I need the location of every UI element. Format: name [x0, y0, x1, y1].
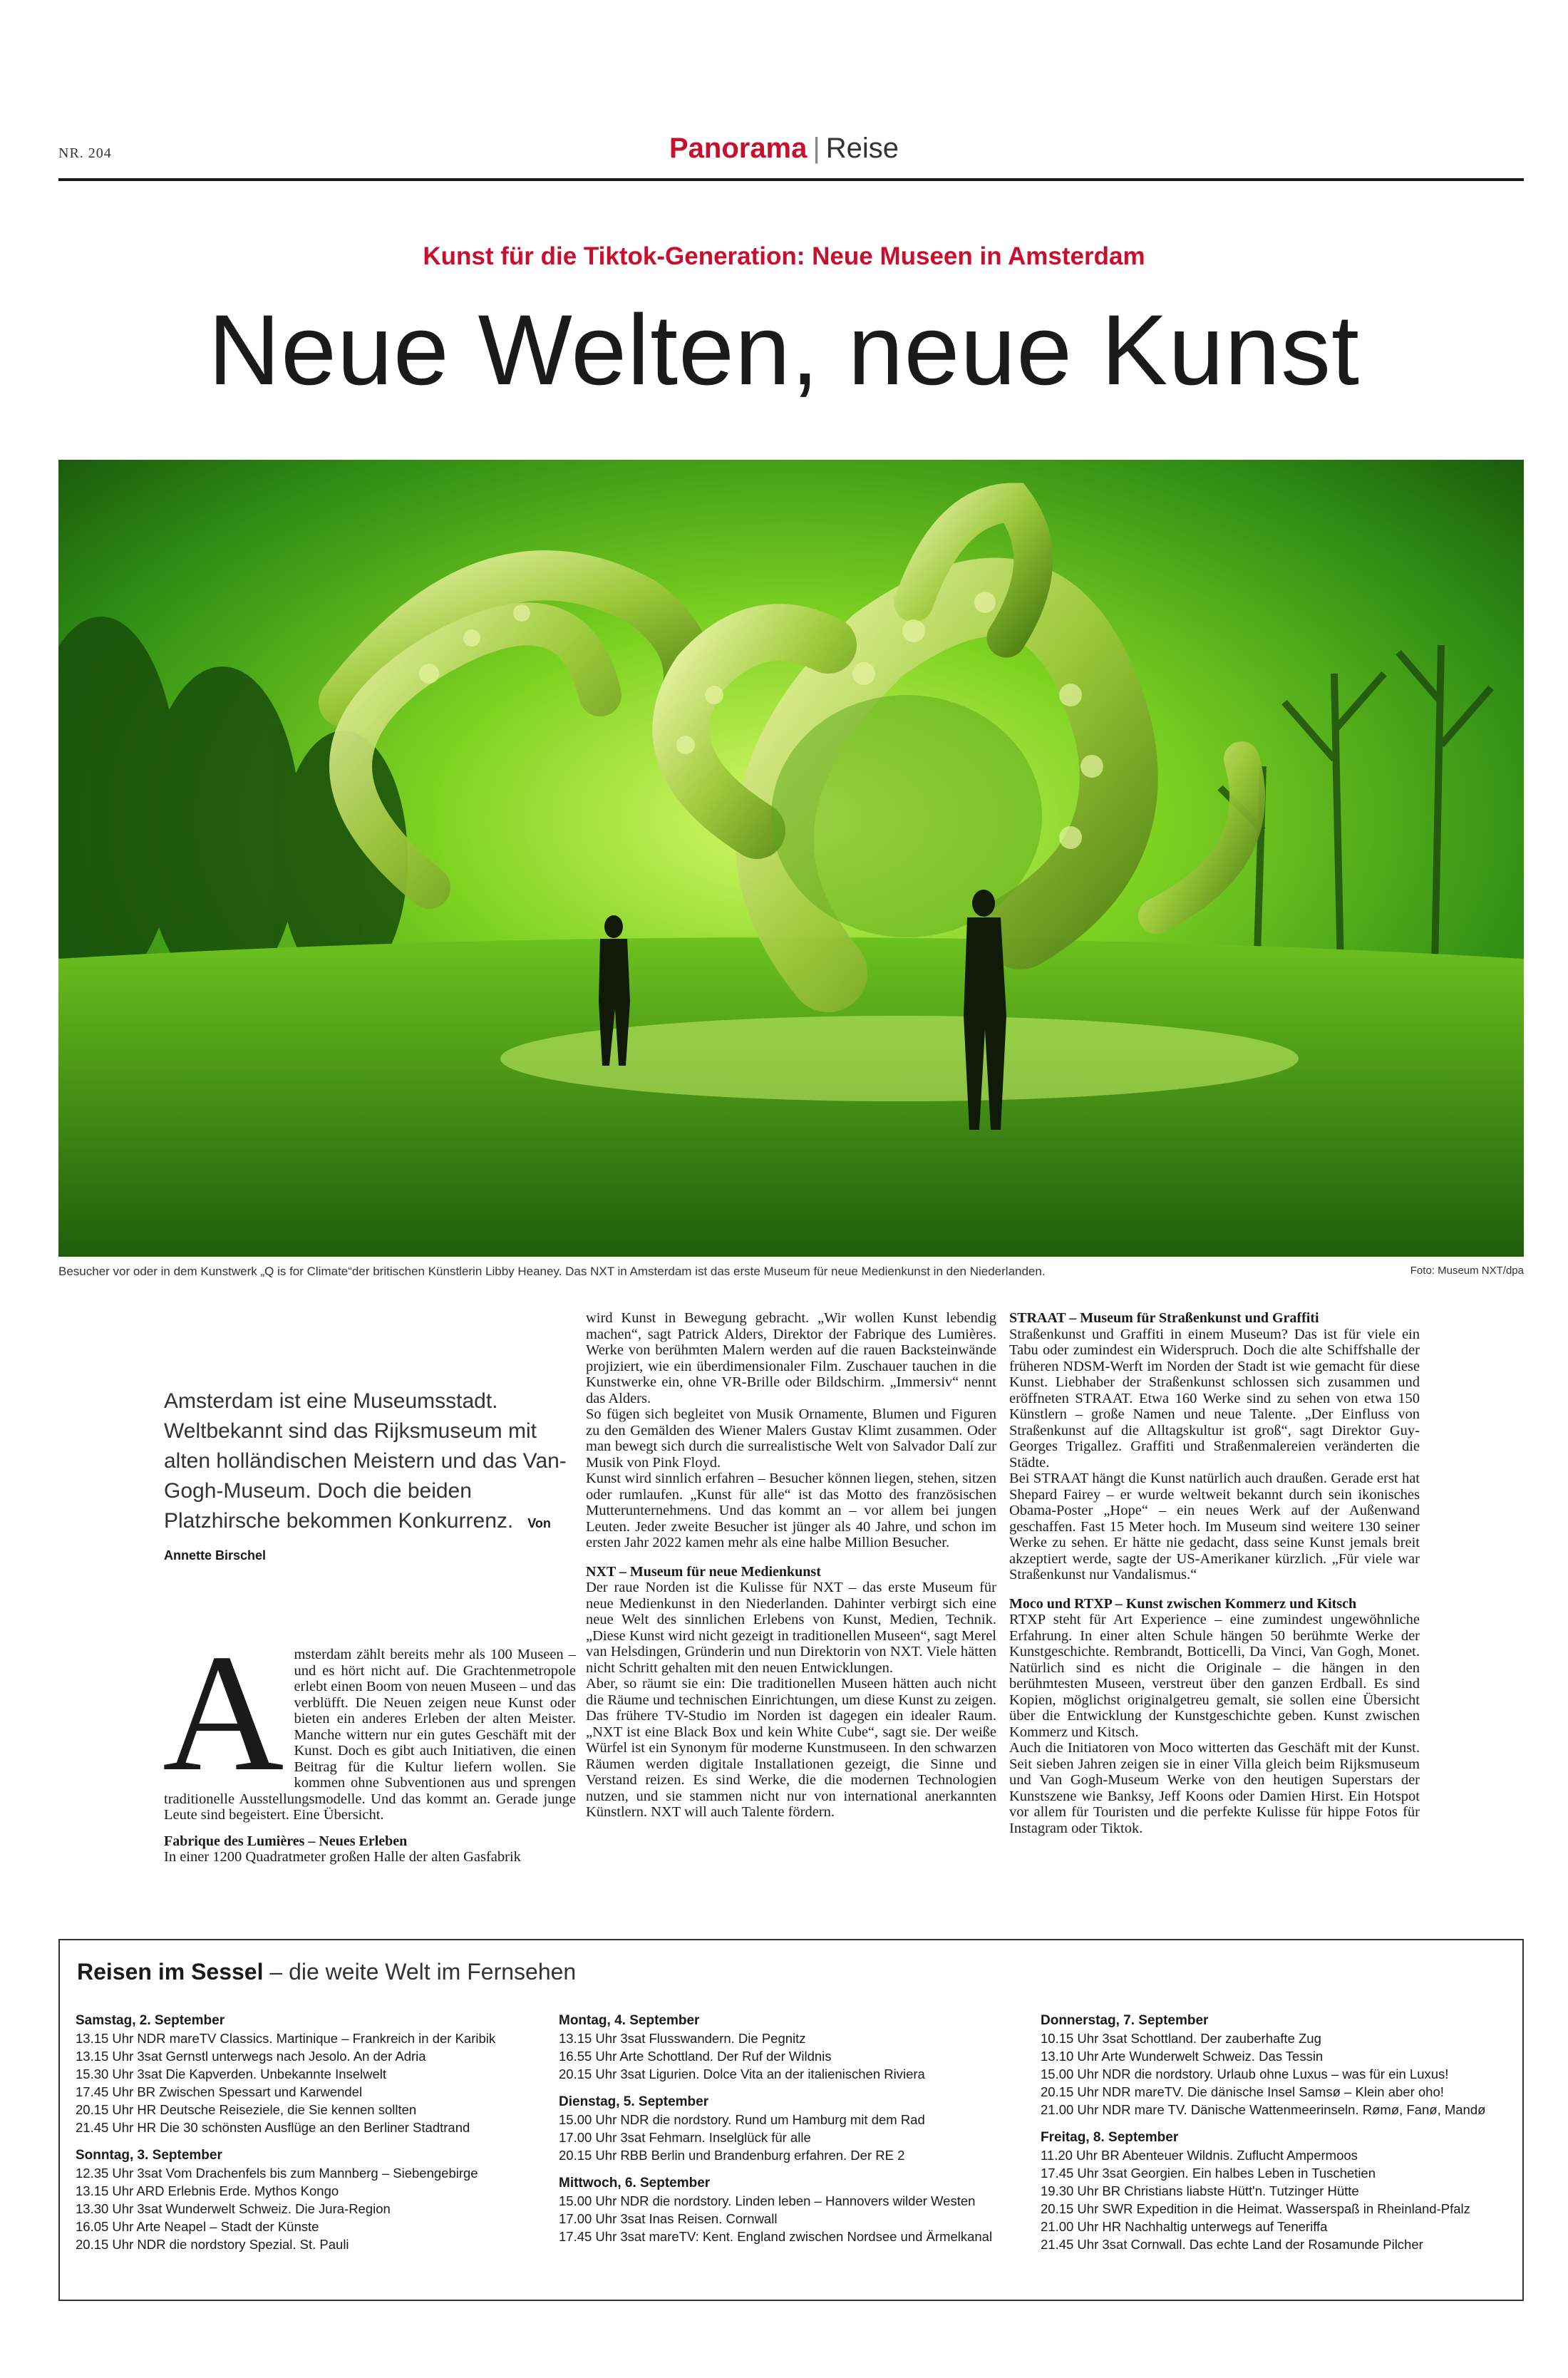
tv-listing-item: 13.15 Uhr NDR mareTV Classics. Martinique – Frankreich in der Karibik: [76, 2031, 496, 2046]
octopus-artwork-illustration: [58, 460, 1524, 1257]
tv-day-heading: Sonntag, 3. September: [76, 2148, 222, 2163]
lead-text: Amsterdam ist eine Museumsstadt. Weltbekannt sind das Rijksmuseum mit alten holländischen Meistern und das Van-Gogh-Museum. Doch die beiden Platzhirsche bekommen Konkurrenz.: [164, 1389, 567, 1533]
nxt-paragraph-1: Der raue Norden ist die Kulisse für NXT – das erste Museum für neue Medienkunst in den Niederlanden. Dahinter verbirgt sich eine neue Welt des sinnlichen Erlebens von Kunst, Medien, Technik. „Diese Kunst wird nicht gezeigt in traditionellen Museen“, sagt Merel van Helsdingen, Gründerin und nun Direktorin von NXT. Viele hätten nicht Schritt gehalten mit den neuen Entwicklungen.: [586, 1580, 996, 1676]
tv-day-heading: Dienstag, 5. September: [559, 2094, 709, 2109]
tv-listing-item: 13.15 Uhr 3sat Flusswandern. Die Pegnitz: [559, 2031, 806, 2046]
tv-listing-item: 17.00 Uhr 3sat Fehmarn. Inselglück für alle: [559, 2130, 811, 2145]
tv-day-heading: Samstag, 2. September: [76, 2013, 225, 2028]
tv-listing-item: 21.00 Uhr HR Nachhaltig unterwegs auf Teneriffa: [1041, 2219, 1328, 2234]
tv-listing-item: 17.45 Uhr 3sat mareTV: Kent. England zwischen Nordsee und Ärmelkanal: [559, 2229, 993, 2244]
tv-listing-item: 19.30 Uhr BR Christians liabste Hütt'n. Tutzinger Hütte: [1041, 2183, 1359, 2198]
fabrique-paragraph-1: wird Kunst in Bewegung gebracht. „Wir wollen Kunst lebendig machen“, sagt Patrick Alders, Direktor der Fabrique des Lumières. Werke von berühmten Malern werden auf die rauen Backsteinwände projiziert, wie ein überdimensionaler Film. Zuschauer tauchen in die Kunstwerke ein, ohne VR-Brille oder Bildschirm. „Immersiv“ nennt das Alders.: [586, 1310, 996, 1406]
tv-day-heading: Donnerstag, 7. September: [1041, 2013, 1209, 2028]
tv-listing-item: 21.45 Uhr 3sat Cornwall. Das echte Land der Rosamunde Pilcher: [1041, 2237, 1423, 2252]
article-headline: Neue Welten, neue Kunst: [208, 294, 1360, 406]
subsection-name: Reise: [825, 133, 899, 164]
tv-day-heading: Freitag, 8. September: [1041, 2130, 1179, 2145]
tv-listing-item: 11.20 Uhr BR Abenteuer Wildnis. Zuflucht Ampermoos: [1041, 2148, 1358, 2163]
tv-listing-item: 13.15 Uhr 3sat Gernstl unterwegs nach Jesolo. An der Adria: [76, 2049, 426, 2064]
straat-paragraph-2: Bei STRAAT hängt die Kunst natürlich auch draußen. Gerade erst hat Shepard Fairey – er wurde weltweit bekannt durch sein ikonisches Obama-Poster „Hope“ – ein neues Werk auf der Außenwand geschaffen. Fast 15 Meter hoch. Im Museum sind weitere 130 seiner Werke zu sehen. Er hätte nie gedacht, dass seine Kunst jemals breit akzeptiert werde, sagte der US-Amerikaner kürzlich. „Für viele war Straßenkunst nur Vandalismus.“: [1009, 1471, 1420, 1582]
tv-listing-item: 13.30 Uhr 3sat Wunderwelt Schweiz. Die Jura-Region: [76, 2201, 391, 2216]
nxt-paragraph-2: Aber, so räumt sie ein: Die traditionellen Museen hätten auch nicht die Räume und technischen Einrichtungen, um diese Kunst zu zeigen. Das frühere TV-Studio im Norden ist dagegen ein idealer Raum. „NXT ist eine Black Box und kein White Cube“, sagt sie. Der weiße Würfel ist ein Synonym für moderne Kunstmuseen. In den schwarzen Räumen werden digitale Installationen gezeigt, die Sinne und Verstand reizen. Es sind Werke, die die modernen Technologien nutzen, und sie stammen nicht nur von international anerkannten Künstlern. NXT will auch Talente fördern.: [586, 1676, 996, 1820]
section-separator: |: [813, 133, 820, 164]
tv-day-heading: Montag, 4. September: [559, 2013, 700, 2028]
moco-paragraph-1: RTXP steht für Art Experience – eine zumindest ungewöhnliche Erfahrung. In einer alten Schule hängen 50 berühmte Werke der Kunstgeschichte. Rembrandt, Botticelli, Da Vinci, Van Gogh, Monet. Natürlich sind es nicht die Originale – die hängen in den berühmtesten Museen, verstreut über den ganzen Erdball. Es sind Kopien, möglichst originalgetreu gemalt, sie sollen eine Übersicht über die Entwicklung der Kunstgeschichte geben. Kunst zwischen Kommerz und Kitsch.: [1009, 1612, 1420, 1740]
tv-listing-item: 20.15 Uhr 3sat Ligurien. Dolce Vita an der italienischen Riviera: [559, 2066, 925, 2081]
article-intro: [163, 1620, 576, 1865]
article-kicker: Kunst für die Tiktok-Generation: Neue Museen in Amsterdam: [423, 242, 1145, 270]
section-heading-nxt: NXT – Museum für neue Medienkunst: [586, 1563, 821, 1580]
article-column-3: [1009, 1310, 1420, 1836]
tv-listing-item: 13.15 Uhr ARD Erlebnis Erde. Mythos Kongo: [76, 2183, 339, 2198]
tv-box-subtitle: – die weite Welt im Fernsehen: [263, 1959, 577, 1985]
fabrique-paragraph-start: In einer 1200 Quadratmeter großen Halle der alten Gasfabrik: [164, 1849, 521, 1865]
tv-column-2: [559, 2012, 1015, 2245]
issue-number: NR. 204: [58, 145, 112, 161]
tv-listing-item: 15.00 Uhr NDR die nordstory. Linden leben – Hannovers wilder Westen: [559, 2193, 976, 2208]
section-header: [0, 133, 1568, 165]
tv-listing-item: 10.15 Uhr 3sat Schottland. Der zauberhafte Zug: [1041, 2031, 1321, 2046]
straat-paragraph-1: Straßenkunst und Graffiti in einem Museum? Das ist für viele ein Tabu oder zumindest ein Widerspruch. Doch die alte Schiffshalle der früheren NDSM-Werft im Norden der Stadt ist wie gemacht für diese Kunst. Liebhaber der Straßenkunst schlossen sich zusammen und eröffneten STRAAT. Etwa 160 Werke sind zu sehen von etwa 150 Künstlern – große Namen und neue Talente. „Der Einfluss von Straßenkunst auf die Alltagskultur ist groß“, sagt Direktor Guy-Georges Trigallez. Graffiti und Straßenmalereien veränderten die Städte.: [1009, 1326, 1420, 1471]
section-heading-fabrique: Fabrique des Lumières – Neues Erleben: [164, 1833, 408, 1849]
section-heading-straat: STRAAT – Museum für Straßenkunst und Graffiti: [1009, 1310, 1319, 1326]
tv-listing-item: 13.10 Uhr Arte Wunderwelt Schweiz. Das Tessin: [1041, 2049, 1324, 2064]
tv-listing-item: 20.15 Uhr NDR die nordstory Spezial. St. Pauli: [76, 2237, 349, 2252]
tv-listing-item: 17.45 Uhr 3sat Georgien. Ein halbes Leben in Tuschetien: [1041, 2166, 1376, 2181]
author-byline: Von Annette Birschel: [164, 1516, 551, 1563]
tv-day-heading: Mittwoch, 6. September: [559, 2176, 711, 2191]
tv-listing-item: 15.30 Uhr 3sat Die Kapverden. Unbekannte Inselwelt: [76, 2066, 387, 2081]
section-heading-moco: Moco und RTXP – Kunst zwischen Kommerz und Kitsch: [1009, 1595, 1357, 1612]
tv-listing-item: 16.55 Uhr Arte Schottland. Der Ruf der Wildnis: [559, 2049, 832, 2064]
tv-listing-item: 12.35 Uhr 3sat Vom Drachenfels bis zum Mannberg – Siebengebirge: [76, 2166, 478, 2181]
article-photo: [58, 460, 1524, 1257]
tv-listing-item: 20.15 Uhr HR Deutsche Reiseziele, die Sie kennen sollten: [76, 2102, 417, 2117]
fabrique-paragraph-2: So fügen sich begleitet von Musik Ornamente, Blumen und Figuren zu den Gemälden des Wiener Malers Gustav Klimt zusammen. Oder man bewegt sich durch die surrealistische Welt von Salvador Dalí zur Musik von Pink Floyd.: [586, 1406, 996, 1471]
tv-listing-item: 20.15 Uhr SWR Expedition in die Heimat. Wasserspaß in Rheinland-Pfalz: [1041, 2201, 1470, 2216]
fabrique-paragraph-3: Kunst wird sinnlich erfahren – Besucher können liegen, stehen, sitzen oder rumlaufen. „Kunst für alle“ ist das Motto des französischen Mutterunternehmens. Und das kommt an – vor allem bei jungen Leuten. Jeder zweite Besucher ist jünger als 40 Jahre, und schon im ersten Jahr 2022 kamen mehr als eine halbe Million Besucher.: [586, 1471, 996, 1550]
tv-box-title: [77, 1959, 576, 1985]
tv-box-title-bold: Reisen im Sessel: [77, 1959, 264, 1985]
tv-listing-item: 15.00 Uhr NDR die nordstory. Urlaub ohne Luxus – was für ein Luxus!: [1041, 2066, 1449, 2081]
article-column-2: [586, 1310, 996, 1821]
header-rule: [58, 178, 1524, 181]
section-name: Panorama: [669, 133, 808, 164]
article-lead: [164, 1386, 576, 1570]
moco-paragraph-2: Auch die Initiatoren von Moco witterten das Geschäft mit der Kunst. Seit sieben Jahren zeigen sie in einer Villa gleich beim Rijksmuseum und Van Gogh-Museum Werke von den heutigen Superstars der Kunstszene wie Banksy, Jeff Koons oder Damien Hirst. Ein Hotspot vor allem für Touristen und die perfekte Kulisse für hippe Fotos für Instagram oder Tiktok.: [1009, 1740, 1420, 1836]
photo-credit: Foto: Museum NXT/dpa: [1410, 1265, 1524, 1277]
tv-listing-item: 20.15 Uhr NDR mareTV. Die dänische Insel Samsø – Klein aber oho!: [1041, 2084, 1444, 2099]
tv-listing-item: 20.15 Uhr RBB Berlin und Brandenburg erfahren. Der RE 2: [559, 2148, 905, 2163]
tv-listing-item: 21.00 Uhr NDR mare TV. Dänische Wattenmeerinseln. Rømø, Fanø, Mandø: [1041, 2102, 1486, 2117]
tv-listing-item: 17.00 Uhr 3sat Inas Reisen. Cornwall: [559, 2211, 778, 2226]
tv-column-3: [1041, 2012, 1497, 2253]
tv-listing-item: 15.00 Uhr NDR die nordstory. Rund um Hamburg mit dem Rad: [559, 2112, 925, 2127]
photo-caption: Besucher vor oder in dem Kunstwerk „Q is for Climate“der britischen Künstlerin Libby Heaney. Das NXT in Amsterdam ist das erste Museum für neue Medienkunst in den Niederlanden.: [58, 1265, 1046, 1278]
tv-listing-item: 16.05 Uhr Arte Neapel – Stadt der Künste: [76, 2219, 319, 2234]
drop-cap: A: [163, 1620, 284, 1806]
tv-column-1: [76, 2012, 532, 2253]
tv-listing-item: 17.45 Uhr BR Zwischen Spessart und Karwendel: [76, 2084, 363, 2099]
tv-listings-box: [58, 1939, 1524, 2301]
intro-paragraph: msterdam zählt bereits mehr als 100 Museen – und es hört nicht auf. Die Grachtenmetropole erlebt einen Boom von neuen Museen – und das verblüfft. Die Neuen zeigen neue Kunst oder bieten ein anderes Erleben der alten Meister. Manche wittern nur ein gutes Geschäft mit der Kunst. Doch es gibt auch Initiativen, die einen Beitrag für die Kultur liefern wollen. Sie kommen ohne Subventionen aus und sprengen traditionelle Ausstellungsmodelle. Und das kommt an. Gerade junge Leute sind begeistert. Eine Übersicht.: [164, 1647, 576, 1823]
tv-listing-item: 21.45 Uhr HR Die 30 schönsten Ausflüge an den Berliner Stadtrand: [76, 2120, 470, 2135]
